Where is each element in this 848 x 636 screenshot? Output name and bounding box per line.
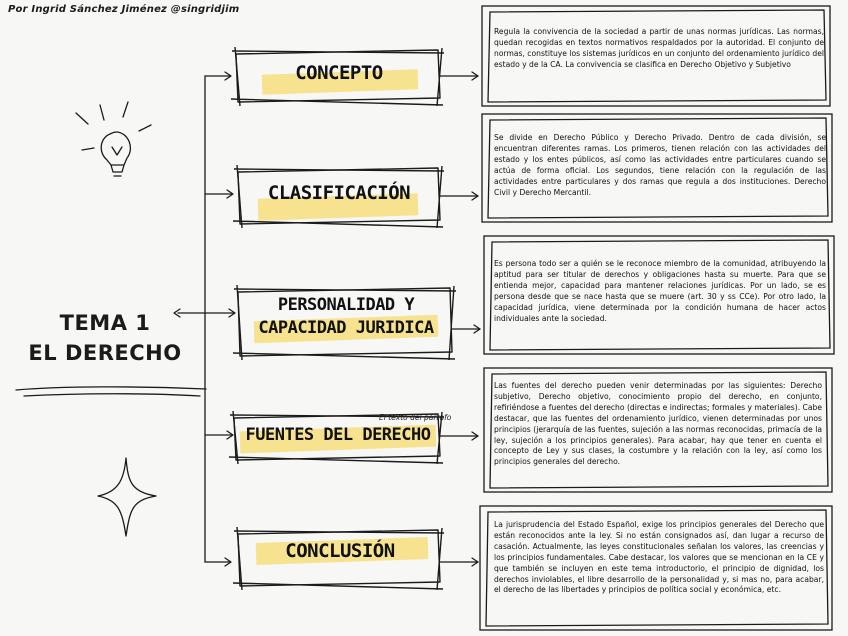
label-fuentes-text: FUENTES DEL DERECHO bbox=[245, 425, 431, 445]
text-box-conclusion: La jurisprudencia del Estado Español, exige los principios generales del Derecho que están reconocidos ante la ley. Si no están consignados así, dan lugar a recurso de casación. Actualmente, las leyes constitucionales señalan los valores, las creencias y los principios fundamentales. Cabe destacar, los valores que se mencionan en la CE y que también se incluyen en este tema introductorio, el principio de dignidad, los derechos inviolables, el libre desarrollo de la personalidad y, si mas no, para acabar, el derecho de las libertades y principios de política social y económica, etc. bbox=[494, 520, 824, 595]
label-concepto bbox=[240, 62, 438, 84]
title-underline-1 bbox=[16, 387, 206, 390]
label-personalidad-line-2: CAPACIDAD JURIDICA bbox=[258, 318, 434, 338]
label-personalidad bbox=[240, 294, 452, 340]
sparkle-icon bbox=[98, 458, 156, 536]
label-clasificacion-text: CLASIFICACIÓN bbox=[267, 182, 411, 204]
text-box-clasificacion: Se divide en Derecho Público y Derecho Privado. Dentro de cada división, se encuentran diferentes ramas. Los primeros, tienen relación con las actividades del estado y los entes públicos, así como las actividades entre particulares cuando se actúa de forma oficial. Los segundos, tiene relación con la regulación de las actividades entre particulares y dos ramas que regula a dos instituciones. Derecho Civil y Derecho Mercantil. bbox=[494, 133, 826, 197]
author-credit: Por Ingrid Sánchez Jiménez @singridjim bbox=[8, 4, 240, 15]
label-conclusion-text: CONCLUSIÓN bbox=[285, 540, 395, 562]
main-title bbox=[20, 308, 190, 368]
paragraph-hint: El texto del párrafo bbox=[379, 413, 452, 422]
label-concepto-text: CONCEPTO bbox=[295, 62, 383, 84]
label-clasificacion bbox=[240, 182, 438, 204]
main-title-line-1: TEMA 1 bbox=[59, 311, 151, 335]
label-fuentes bbox=[236, 425, 440, 445]
label-conclusion bbox=[240, 540, 440, 562]
text-box-personalidad: Es persona todo ser a quién se le reconoce miembro de la comunidad, atribuyendo la aptitud para ser titular de derechos y obligaciones hasta su muerte. Para que se entienda mejor, capacidad para mantener relaciones jurídicas. Por un lado, se es persona desde que se nace hasta que se muere (art. 30 y ss CCe). Por otro lado, la capacidad jurídica, viene determinada por la condición humana de hacer actos individuales ante la sociedad. bbox=[494, 259, 826, 323]
text-box-concepto: Regula la convivencia de la sociedad a partir de unas normas jurídicas. Las normas, quedan recogidas en textos normativos respaldados por la autoridad. El conjunto de normas, constituye los sistemas jurídicos en un conjunto del ordenamiento jurídico del estado y de la CA. La convivencia se clasifica en Derecho Objetivo y Subjetivo bbox=[494, 27, 824, 69]
lightbulb-icon bbox=[76, 102, 151, 176]
text-box-fuentes: Las fuentes del derecho pueden venir determinadas por las siguientes: Derecho subjetivo, Derecho objetivo, conocimiento propio del derecho, en conjunto, refiriéndose a fuentes del derecho (directas e indirectas; formales y materiales). Cabe destacar, que las fuentes del ordenamiento jurídico, vienen determinadas por unos principios (jerarquía de las fuentes, sujeción a las normas reconocidas, primacía de la ley, sujeción a los principios generales). Para acabar, hay que tener en cuenta el concepto de Ley y sus clases, la costumbre y la relación con la ley, así como los principios generales del derecho. bbox=[494, 381, 822, 467]
main-title-line-2: EL DERECHO bbox=[28, 341, 182, 365]
label-personalidad-line-1: PERSONALIDAD Y bbox=[277, 295, 415, 315]
title-underline-2 bbox=[24, 394, 200, 396]
